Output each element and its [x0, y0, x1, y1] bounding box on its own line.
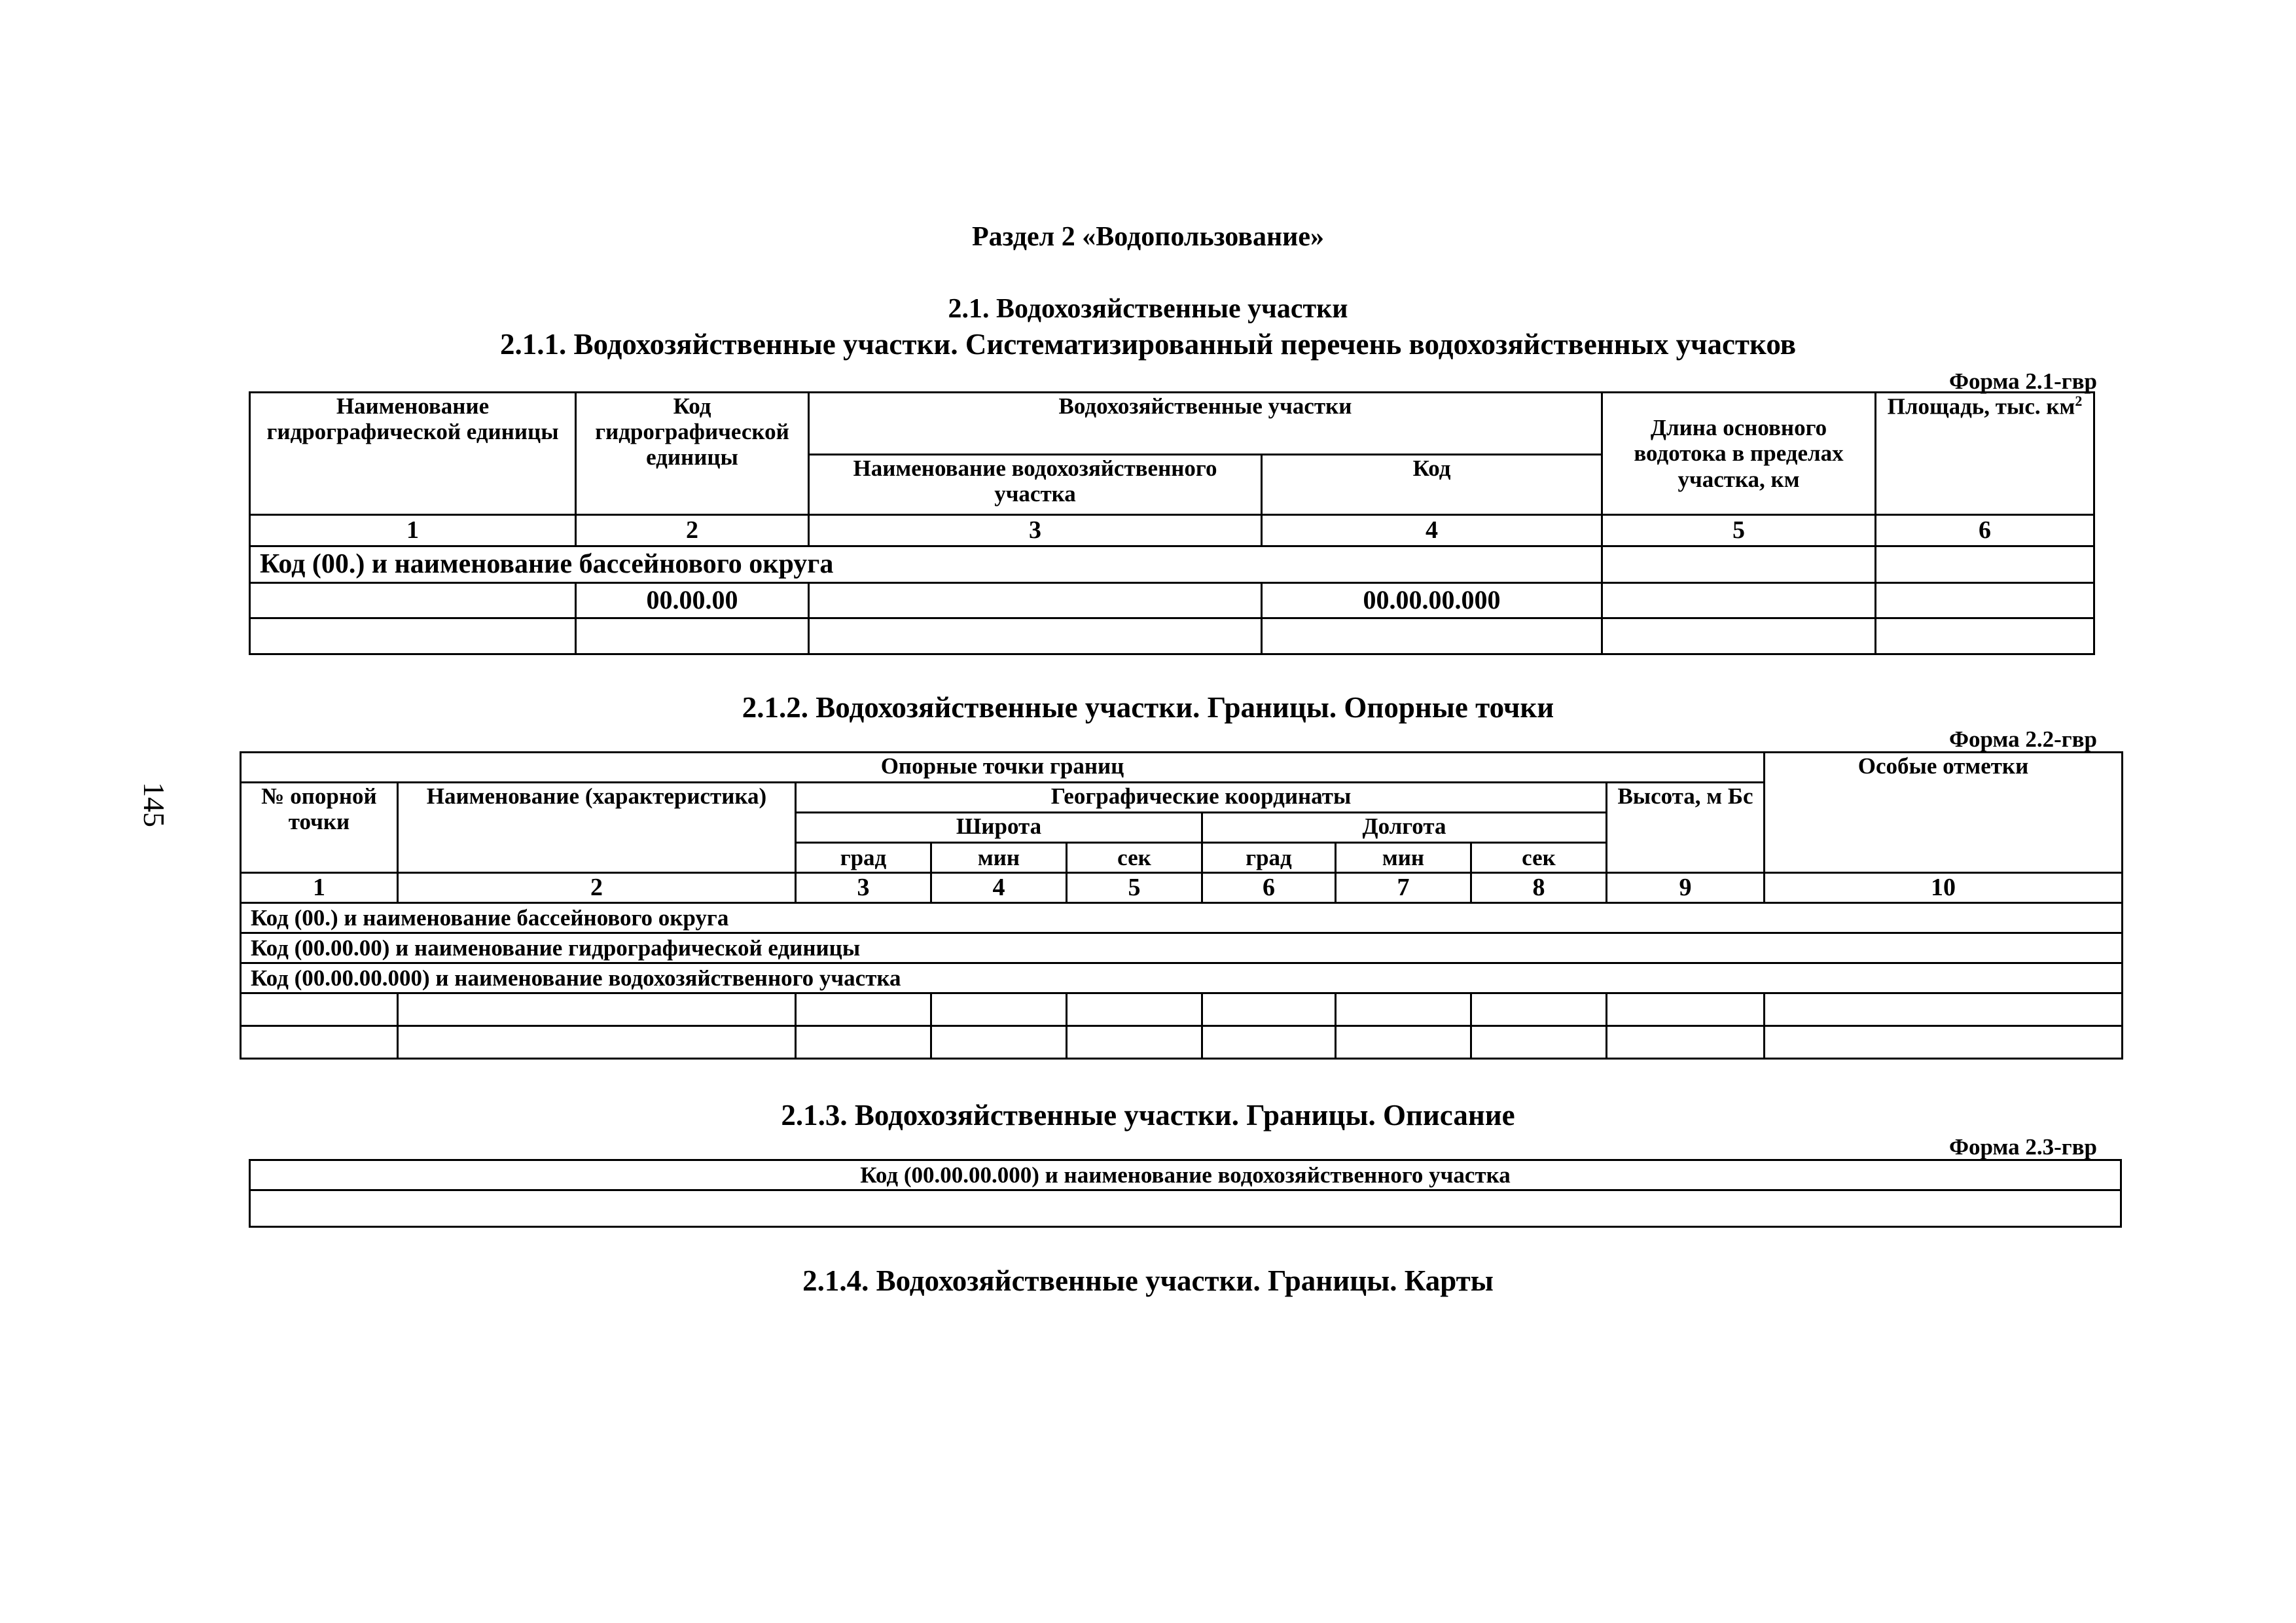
form2-cell: [796, 993, 931, 1026]
form3-table: [249, 1159, 2122, 1228]
section-title: Раздел 2 «Водопользование»: [971, 222, 1324, 252]
form2-colnum: 1: [241, 873, 398, 903]
form1-cell: [1602, 546, 1876, 583]
form2-cell: [398, 1026, 796, 1059]
form2-heading: 2.1.2. Водохозяйственные участки. Границы. Опорные точки: [742, 691, 1554, 724]
form1-cell: [250, 618, 576, 654]
form3-header: Код (00.00.00.000) и наименование водохозяйственного участка: [250, 1160, 2121, 1190]
form1-cell: [809, 583, 1262, 618]
form2-header-height: Высота, м Бс: [1607, 783, 1765, 873]
form1-header-hydro-name: Наименование гидрографической единицы: [250, 393, 576, 515]
form2-cell: [1471, 993, 1607, 1026]
form1-colnum: 4: [1262, 515, 1602, 546]
form2-cell: [1607, 1026, 1765, 1059]
form4-heading: 2.1.4. Водохозяйственные участки. Границы. Карты: [802, 1264, 1494, 1297]
form2-section-row: Код (00.00.00.000) и наименование водохозяйственного участка: [241, 963, 2123, 993]
form2-colnum: 5: [1067, 873, 1202, 903]
form2-header-lat-deg: град: [796, 843, 931, 873]
form1-heading: 2.1.1. Водохозяйственные участки. Систематизированный перечень водохозяйственных участков: [499, 328, 1797, 361]
form2-colnum: 9: [1607, 873, 1765, 903]
form2-header-point-no: № опорной точки: [241, 783, 398, 873]
page-number: 145: [137, 782, 171, 827]
form2-header-name: Наименование (характеристика): [398, 783, 796, 873]
form1-header-length: Длина основного водотока в пределах участка, км: [1602, 393, 1876, 515]
form2-cell: [1336, 993, 1471, 1026]
form1-cell: [1602, 618, 1876, 654]
form2-header-longitude: Долгота: [1202, 813, 1607, 843]
form2-label: Форма 2.2-гвр: [1948, 726, 2097, 752]
subsection-title: 2.1. Водохозяйственные участки: [948, 294, 1348, 324]
form1-header-section-name: Наименование водохозяйственного участка: [809, 455, 1262, 515]
form2-header-lon-deg: град: [1202, 843, 1336, 873]
form1-cell: [576, 618, 809, 654]
form1-cell: [1876, 583, 2094, 618]
form1-header-area: [1876, 393, 2094, 515]
form1-cell: [250, 583, 576, 618]
form2-cell: [241, 1026, 398, 1059]
form2-colnum: 2: [398, 873, 796, 903]
form1-cell: [1876, 546, 2094, 583]
form1-colnum: 5: [1602, 515, 1876, 546]
form3-cell: [250, 1190, 2121, 1227]
form2-cell: [1765, 993, 2123, 1026]
form1-header-group: Водохозяйственные участки: [809, 393, 1602, 455]
form2-cell: [931, 993, 1067, 1026]
form1-header-hydro-code: Код гидрографической единицы: [576, 393, 809, 515]
form1-colnum: 6: [1876, 515, 2094, 546]
form1-cell: [1602, 583, 1876, 618]
form1-table: [249, 391, 2095, 655]
form2-header-geo: Географические координаты: [796, 783, 1607, 813]
form1-header-area-sup: 2: [2075, 393, 2083, 409]
form2-header-lat-sec: сек: [1067, 843, 1202, 873]
form2-colnum: 10: [1765, 873, 2123, 903]
form1-colnum: 1: [250, 515, 576, 546]
form1-colnum: 3: [809, 515, 1262, 546]
form2-cell: [1336, 1026, 1471, 1059]
form2-header-lon-sec: сек: [1471, 843, 1607, 873]
form1-hydro-code-value: 00.00.00: [576, 583, 809, 618]
form2-cell: [1607, 993, 1765, 1026]
form1-header-section-code: Код: [1262, 455, 1602, 515]
form1-header-area-text: Площадь, тыс. км: [1887, 393, 2075, 419]
form2-cell: [1067, 993, 1202, 1026]
form2-header-latitude: Широта: [796, 813, 1202, 843]
form2-cell: [1067, 1026, 1202, 1059]
form2-colnum: 7: [1336, 873, 1471, 903]
form2-header-group: Опорные точки границ: [241, 753, 1765, 783]
form2-cell: [241, 993, 398, 1026]
form2-table: [240, 751, 2123, 1060]
form2-colnum: 3: [796, 873, 931, 903]
form2-hydro-row: Код (00.00.00) и наименование гидрографической единицы: [241, 933, 2123, 963]
form1-cell: [1262, 618, 1602, 654]
form2-colnum: 4: [931, 873, 1067, 903]
form2-cell: [1471, 1026, 1607, 1059]
form1-section-code-value: 00.00.00.000: [1262, 583, 1602, 618]
form2-header-lat-min: мин: [931, 843, 1067, 873]
form2-cell: [1202, 1026, 1336, 1059]
form1-colnum: 2: [576, 515, 809, 546]
form1-basin-row: Код (00.) и наименование бассейнового округа: [250, 546, 1602, 583]
form3-label: Форма 2.3-гвр: [1948, 1134, 2097, 1160]
form3-heading: 2.1.3. Водохозяйственные участки. Границы. Описание: [781, 1099, 1515, 1132]
form2-cell: [796, 1026, 931, 1059]
form2-cell: [1765, 1026, 2123, 1059]
form1-cell: [809, 618, 1262, 654]
form1-label: Форма 2.1-гвр: [1948, 368, 2097, 394]
form2-colnum: 8: [1471, 873, 1607, 903]
form2-basin-row: Код (00.) и наименование бассейнового округа: [241, 903, 2123, 933]
form2-cell: [931, 1026, 1067, 1059]
form2-cell: [398, 993, 796, 1026]
form2-header-lon-min: мин: [1336, 843, 1471, 873]
form2-cell: [1202, 993, 1336, 1026]
form1-cell: [1876, 618, 2094, 654]
form2-header-special: Особые отметки: [1765, 753, 2123, 873]
form2-colnum: 6: [1202, 873, 1336, 903]
